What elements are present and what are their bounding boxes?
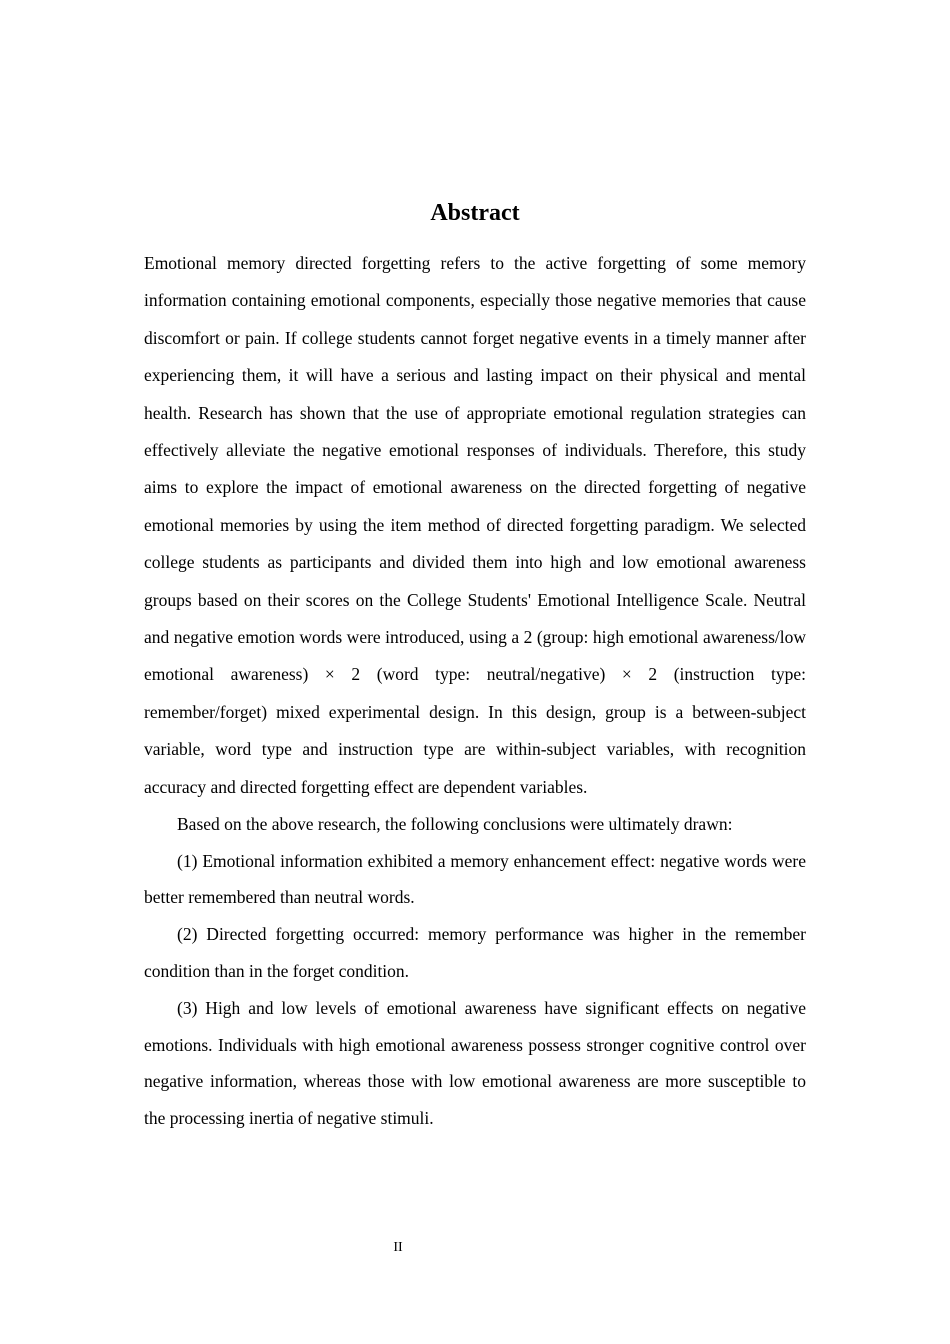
conclusion-item-3: (3) High and low levels of emotional awareness have significant effects on negative emotions. Individuals with high emotional awareness possess stronger cognitive control over negative information, whereas those with low emotional awareness are more susceptible to the processing inertia of negative stimuli. xyxy=(144,997,806,1129)
abstract-body xyxy=(144,245,806,1137)
conclusion-item-1: (1) Emotional information exhibited a memory enhancement effect: negative words were better remembered than neutral words. xyxy=(144,850,806,908)
page-number: II xyxy=(393,1240,403,1255)
conclusion-item-2: (2) Directed forgetting occurred: memory performance was higher in the remember condition than in the forget condition. xyxy=(144,924,806,981)
abstract-title: Abstract xyxy=(430,200,520,226)
abstract-paragraph-main: Emotional memory directed forgetting refers to the active forgetting of some memory information containing emotional components, especially those negative memories that cause discomfort or pain. If college students cannot forget negative events in a timely manner after experiencing them, it will have a serious and lasting impact on their physical and mental health. Research has shown that the use of appropriate emotional regulation strategies can effectively alleviate the negative emotional responses of individuals. Therefore, this study aims to explore the impact of emotional awareness on the directed forgetting of negative emotional memories by using the item method of directed forgetting paradigm. We selected college students as participants and divided them into high and low emotional awareness groups based on their scores on the College Students' Emotional Intelligence Scale. Neutral and negative emotion words were introduced, using a 2 (group: high emotional awareness/low emotional awareness) × 2 (word type: neutral/negative) × 2 (instruction type: remember/forget) mixed experimental design. In this design, group is a between-subject variable, word type and instruction type are within-subject variables, with recognition accuracy and directed forgetting effect are dependent variables. xyxy=(144,253,806,797)
conclusions-intro: Based on the above research, the following conclusions were ultimately drawn: xyxy=(177,814,733,835)
